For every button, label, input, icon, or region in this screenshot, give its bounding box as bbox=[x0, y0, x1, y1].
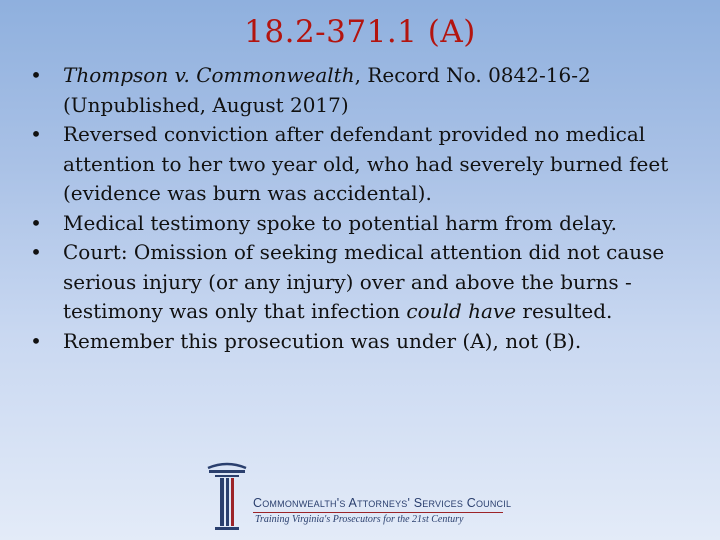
bullet-text: Reversed conviction after defendant provided no medical attention to her two year old, who had severely burned feet (evidence was burn was accidental). bbox=[63, 122, 669, 205]
organization-logo bbox=[205, 458, 515, 534]
bullet-text: resulted. bbox=[516, 299, 613, 323]
logo-divider bbox=[253, 512, 503, 513]
bullet-item bbox=[26, 120, 706, 209]
bullet-text-italic: could have bbox=[406, 299, 517, 323]
bullet-text: Medical testimony spoke to potential harm from delay. bbox=[63, 210, 618, 235]
bullet-item bbox=[26, 209, 706, 239]
organization-tagline: Training Virginia's Prosecutors for the 21st Century bbox=[255, 514, 464, 525]
slide-title: 18.2-371.1 (A) bbox=[244, 14, 476, 50]
bullet-text: Court: Omission of seeking medical attention did not cause serious injury (or any injury) over and above the burns - testimony was only that infection bbox=[63, 240, 665, 323]
bullet-icon: • bbox=[30, 210, 42, 235]
bullet-text: Remember this prosecution was under (A), not (B). bbox=[63, 328, 582, 353]
bullet-icon: • bbox=[30, 328, 42, 353]
bullet-text-italic: Thompson v. Commonwealth bbox=[63, 63, 355, 87]
bullet-list bbox=[26, 61, 706, 356]
capitol-columns-icon bbox=[205, 458, 249, 534]
bullet-text: , Record No. 0842-16-2 (Unpublished, August 2017) bbox=[63, 63, 591, 117]
bullet-item bbox=[26, 61, 706, 120]
bullet-icon: • bbox=[30, 122, 42, 146]
bullet-icon: • bbox=[30, 63, 42, 87]
bullet-item bbox=[26, 238, 706, 327]
bullet-item bbox=[26, 327, 706, 357]
bullet-icon: • bbox=[30, 240, 42, 264]
organization-name: Commonwealth's Attorneys' Services Council bbox=[253, 496, 512, 510]
